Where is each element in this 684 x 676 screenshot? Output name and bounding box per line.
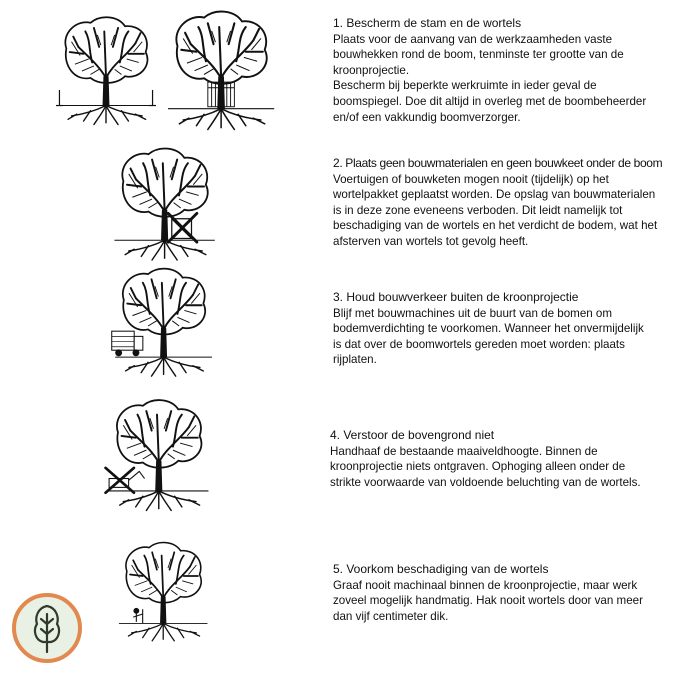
illustration-4-no-excavation [102,400,212,518]
section-line: bodemverdichting te voorkomen. Wanneer het onvermijdelijk [333,322,644,336]
illustration-2-no-materials [118,146,213,270]
section-line: wortelpakket geplaatst worden. De opslag van bouwmaterialen [333,188,656,202]
section-3-text [333,290,644,368]
section-line: Plaats voor de aanvang van de werkzaamheden vaste [333,32,613,46]
tree-illustration-icon [56,12,156,137]
section-1-text [333,16,646,125]
section-line: Blijf met bouwmachines uit de buurt van de bomen om [333,306,613,320]
tree-logo-icon [11,592,83,664]
section-line: kroonprojectie niets ontgraven. Ophoging alleen onder de [330,460,626,474]
section-line: Graaf nooit machinaal binnen de kroonprojectie, maar werk [333,578,638,592]
section-heading: 5. Voorkom beschadiging van de wortels [333,562,549,576]
illustration-1-tree-with-fence [56,12,156,137]
section-line: strikte voorwaarde van voldoende beluchting van de wortels. [330,475,641,489]
section-line: is dat over de boomwortels gereden moet worden: plaats [333,337,625,351]
section-line: Bescherm bij beperkte werkruimte in ieder geval de [333,79,597,93]
section-4-text [330,428,641,490]
section-line: dan vijf centimeter dik. [333,609,449,623]
section-line: en/of een vakkundig boomverzorger. [333,110,521,124]
section-heading: 3. Houd bouwverkeer buiten de kroonprojectie [333,290,579,304]
section-line: is in deze zone eveneens verboden. Dit leidt namelijk tot [333,203,623,217]
section-heading: 4. Verstoor de bovengrond niet [330,428,495,442]
section-line: rijplaten. [333,353,377,367]
section-line: beschadiging van de wortels en het verdicht de bodem, wat het [333,219,658,233]
section-2-text [333,156,662,250]
illustration-5-hand-digging [118,546,210,644]
tree-illustration-icon [118,146,213,270]
tree-illustration-icon [118,546,210,644]
section-line: Voertuigen of bouwketen mogen nooit (tijdelijk) op het [333,172,609,186]
logo [11,592,83,664]
section-line: afsterven van wortels tot gevolg heeft. [333,234,529,248]
section-line: bouwhekken rond de boom, tenminste ter grootte van de [333,48,624,62]
tree-illustration-icon [102,400,212,518]
section-heading: 1. Bescherm de stam en de wortels [333,16,522,30]
section-line: kroonprojectie. [333,63,410,77]
section-5-text [333,562,643,624]
section-line: zoveel mogelijk handmatig. Hak nooit wortels door van meer [333,594,643,608]
illustration-1-tree-with-trunk-protection [168,12,278,137]
section-line: boomspiegel. Doe dit altijd in overleg met de boombeheerder [333,94,647,108]
tree-illustration-icon [110,266,212,386]
section-heading: 2. Plaats geen bouwmaterialen en geen bouwkeet onder de boom [333,156,663,170]
illustration-3-vehicle-outside-crown [110,266,212,386]
tree-illustration-icon [168,12,278,137]
section-line: Handhaaf de bestaande maaiveldhoogte. Binnen de [330,444,598,458]
